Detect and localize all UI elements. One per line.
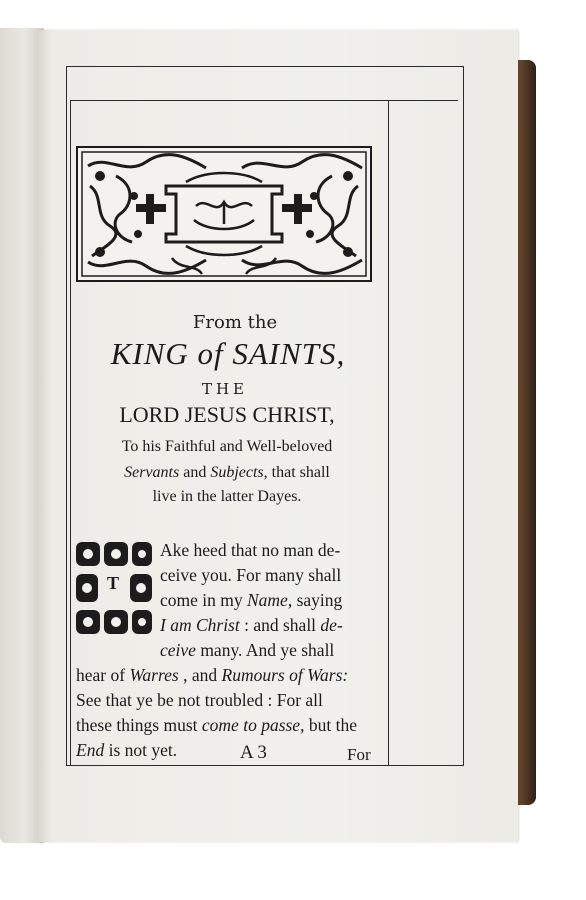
phrase-come-to-passe: come to passe (201, 715, 301, 735)
word-name: Name (247, 590, 288, 610)
body-line-6 (76, 665, 348, 686)
word-warres: Warres (129, 665, 179, 685)
woodcut-headpiece-ornament (76, 146, 372, 282)
body-line-6-a: hear of (76, 665, 130, 685)
frame-top-rule (70, 100, 458, 101)
drop-cap-letter: T (107, 573, 120, 593)
word-that-shall: , that shall (263, 464, 330, 481)
body-line-6-c: , and (178, 665, 222, 685)
body-line-8-c: , but the (300, 715, 357, 735)
frame-left-rule (70, 100, 71, 766)
word-end: End (76, 740, 105, 760)
body-line-7: See that ye be not troubled : For all (76, 690, 323, 710)
title-line-latter-dayes: live in the latter Dayes. (152, 488, 302, 505)
word-and: and (183, 464, 207, 481)
body-line-3 (160, 590, 342, 611)
title-line-faithful: To his Faithful and Well-beloved (121, 438, 333, 455)
body-line-4-c: de- (320, 615, 343, 635)
body-line-1: Ake heed that no man de- (160, 540, 341, 560)
word-servants: Servants (124, 464, 180, 481)
body-line-8 (76, 715, 357, 736)
body-line-9-b: is not yet. (104, 740, 178, 760)
title-line-king-of-saints: KING of SAINTS, (110, 336, 346, 371)
body-line-5 (160, 640, 334, 661)
title-line-the: THE (201, 380, 249, 398)
body-line-3-a: come in my (160, 590, 247, 610)
title-line-from-the: From the (192, 312, 278, 333)
title-line-servants (66, 464, 388, 482)
body-line-2: ceive you. For many shall (160, 565, 342, 585)
body-line-5-b: many. And ye shall (195, 640, 335, 660)
word-subjects: Subjects (210, 464, 264, 481)
phrase-rumours-of-wars: Rumours of Wars: (221, 665, 349, 685)
signature-mark: A 3 (240, 742, 267, 763)
body-line-3-c: , saying (287, 590, 343, 610)
catchword: For (347, 745, 371, 764)
phrase-i-am-christ: I am Christ (160, 615, 240, 635)
body-line-4 (160, 615, 343, 636)
frame-right-rule (388, 100, 389, 766)
body-line-9 (76, 740, 177, 761)
title-line-lord-jesus-christ: LORD JESUS CHRIST, (119, 402, 335, 427)
body-line-8-a: these things must (76, 715, 202, 735)
word-ceive: ceive (160, 640, 196, 660)
body-line-4-b: : and shall (239, 615, 321, 635)
